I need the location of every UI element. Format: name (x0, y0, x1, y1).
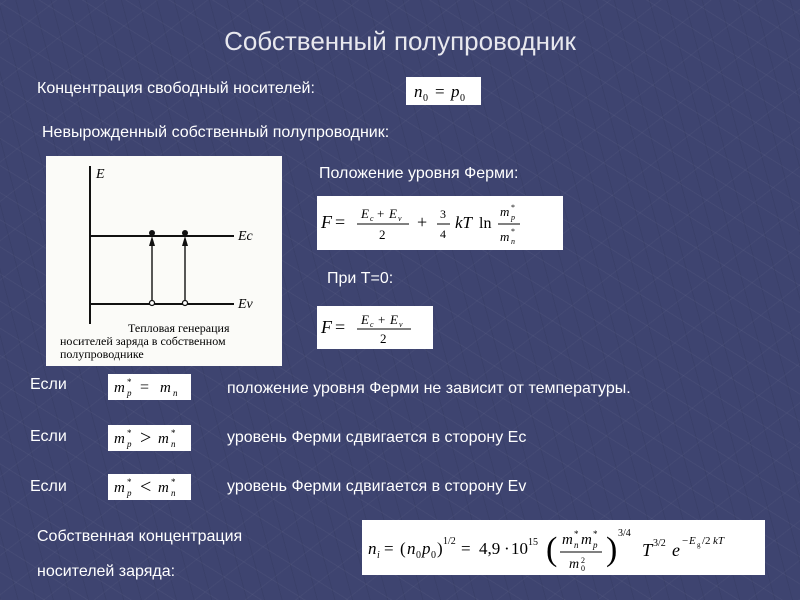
svg-text:1/2: 1/2 (443, 536, 456, 547)
svg-text:*: * (574, 529, 579, 539)
condition-3-text: уровень Ферми сдвигается в сторону Ev (227, 478, 527, 495)
svg-text:10: 10 (511, 539, 528, 558)
svg-text:0: 0 (431, 550, 436, 561)
condition-2-formula (108, 425, 191, 451)
svg-text:0: 0 (423, 93, 428, 104)
svg-text:=: = (461, 539, 471, 558)
svg-text:n: n (414, 82, 423, 101)
svg-text:e: e (672, 540, 680, 560)
svg-text:=: = (335, 317, 346, 337)
svg-text:m: m (158, 431, 169, 447)
svg-text:): ) (606, 531, 618, 568)
svg-text:T: T (642, 540, 653, 560)
svg-text:): ) (437, 539, 443, 558)
svg-text:n: n (171, 439, 176, 449)
caption-line-1: Тепловая генерация (128, 321, 230, 335)
svg-text:p: p (127, 388, 132, 398)
svg-text:E: E (361, 206, 369, 221)
t0-formula (317, 306, 433, 349)
concentration-label: Концентрация свободный носителей: (37, 80, 315, 97)
svg-text:p: p (593, 540, 598, 550)
svg-text:m: m (569, 557, 580, 572)
intrinsic-formula (362, 520, 765, 575)
electron-2 (182, 230, 188, 236)
intrinsic-label-line-2: носителей заряда: (37, 563, 176, 580)
condition-1-text: положение уровня Ферми не зависит от температуры. (227, 380, 631, 397)
band-diagram (46, 156, 282, 366)
svg-text:kT: kT (455, 213, 472, 232)
fermi-position-label: Положение уровня Ферми: (319, 165, 519, 182)
svg-text:v: v (398, 214, 402, 223)
svg-text:p: p (127, 488, 132, 498)
svg-text:E: E (689, 535, 696, 547)
svg-text:=: = (140, 379, 150, 396)
page-title: Собственный полупроводник (224, 26, 576, 56)
electron-1 (149, 230, 155, 236)
svg-text:ln: ln (479, 215, 492, 232)
svg-text:F: F (321, 212, 332, 232)
svg-text:*: * (127, 477, 132, 487)
condition-1-formula (108, 374, 191, 400)
ec-label: Ec (238, 229, 253, 244)
svg-text:n: n (171, 488, 176, 498)
svg-text:m: m (160, 380, 171, 396)
svg-text:p: p (127, 439, 132, 449)
svg-text:*: * (593, 529, 598, 539)
svg-text:m: m (562, 532, 573, 548)
svg-text:+: + (377, 206, 385, 221)
svg-text:·: · (504, 539, 510, 558)
svg-text:=: = (384, 539, 394, 558)
svg-text:0: 0 (460, 93, 465, 104)
condition-2-text: уровень Ферми сдвигается в сторону Ec (227, 429, 527, 446)
t0-label: При Т=0: (327, 270, 394, 287)
svg-text:p: p (451, 82, 460, 101)
svg-text:3: 3 (440, 207, 446, 221)
svg-text:>: > (140, 427, 152, 449)
svg-text:n: n (407, 539, 416, 558)
svg-text:c: c (370, 214, 374, 223)
svg-text:v: v (399, 320, 403, 329)
svg-text:4,9: 4,9 (479, 539, 501, 558)
svg-text:3/2: 3/2 (653, 538, 666, 549)
caption-line-2: носителей заряда в собственном (60, 334, 226, 348)
svg-text:*: * (127, 377, 132, 387)
svg-text:i: i (377, 550, 380, 561)
concentration-formula (406, 77, 481, 105)
svg-text:2: 2 (380, 331, 387, 346)
fermi-formula (317, 196, 563, 250)
svg-text:E: E (361, 312, 369, 327)
svg-text:m: m (158, 480, 169, 496)
svg-text:kT: kT (713, 535, 724, 547)
svg-text:c: c (370, 320, 374, 329)
svg-text:+: + (378, 312, 386, 327)
svg-text:E: E (390, 312, 398, 327)
svg-text:m: m (500, 204, 510, 219)
svg-text:n: n (173, 388, 178, 398)
condition-3-formula (108, 474, 191, 500)
svg-text:=: = (335, 212, 346, 232)
arrowhead-1 (149, 236, 155, 246)
condition-2-if: Если (30, 428, 67, 445)
caption-line-3: полупроводнике (60, 347, 144, 361)
svg-text:n: n (511, 237, 515, 246)
svg-text:<: < (140, 476, 152, 498)
svg-text:2: 2 (379, 227, 386, 242)
ev-label: Ev (238, 297, 253, 312)
hole-2 (183, 301, 188, 306)
svg-text:*: * (171, 477, 176, 487)
arrowhead-2 (182, 236, 188, 246)
svg-text:m: m (114, 380, 125, 396)
axis-label-e: E (96, 167, 105, 182)
svg-text:m: m (114, 431, 125, 447)
svg-text:3/4: 3/4 (618, 528, 631, 539)
svg-text:g: g (697, 541, 701, 549)
svg-text:15: 15 (528, 537, 538, 548)
svg-text:(: ( (546, 531, 558, 568)
svg-text:n: n (574, 540, 579, 550)
svg-text:(: ( (400, 539, 406, 558)
svg-text:/2: /2 (702, 535, 711, 547)
svg-text:p: p (422, 539, 431, 558)
hole-1 (150, 301, 155, 306)
svg-text:p: p (511, 213, 515, 222)
svg-text:*: * (511, 227, 515, 236)
svg-text:m: m (114, 480, 125, 496)
svg-text:0: 0 (416, 550, 421, 561)
svg-text:*: * (127, 428, 132, 438)
svg-text:n: n (368, 539, 377, 558)
svg-text:F: F (321, 317, 332, 337)
svg-text:E: E (389, 206, 397, 221)
svg-text:=: = (435, 82, 445, 101)
svg-text:−: − (682, 535, 689, 547)
condition-1-if: Если (30, 376, 67, 393)
svg-text:*: * (511, 203, 515, 212)
nondegenerate-label: Невырожденный собственный полупроводник: (42, 124, 390, 141)
condition-3-if: Если (30, 478, 67, 495)
svg-text:m: m (581, 532, 592, 548)
svg-text:*: * (171, 428, 176, 438)
svg-text:2: 2 (581, 556, 585, 565)
svg-text:m: m (500, 229, 510, 244)
svg-text:0: 0 (581, 564, 585, 573)
svg-text:4: 4 (440, 227, 446, 241)
intrinsic-label-line-1: Собственная концентрация (37, 528, 243, 545)
svg-text:+: + (417, 212, 428, 232)
